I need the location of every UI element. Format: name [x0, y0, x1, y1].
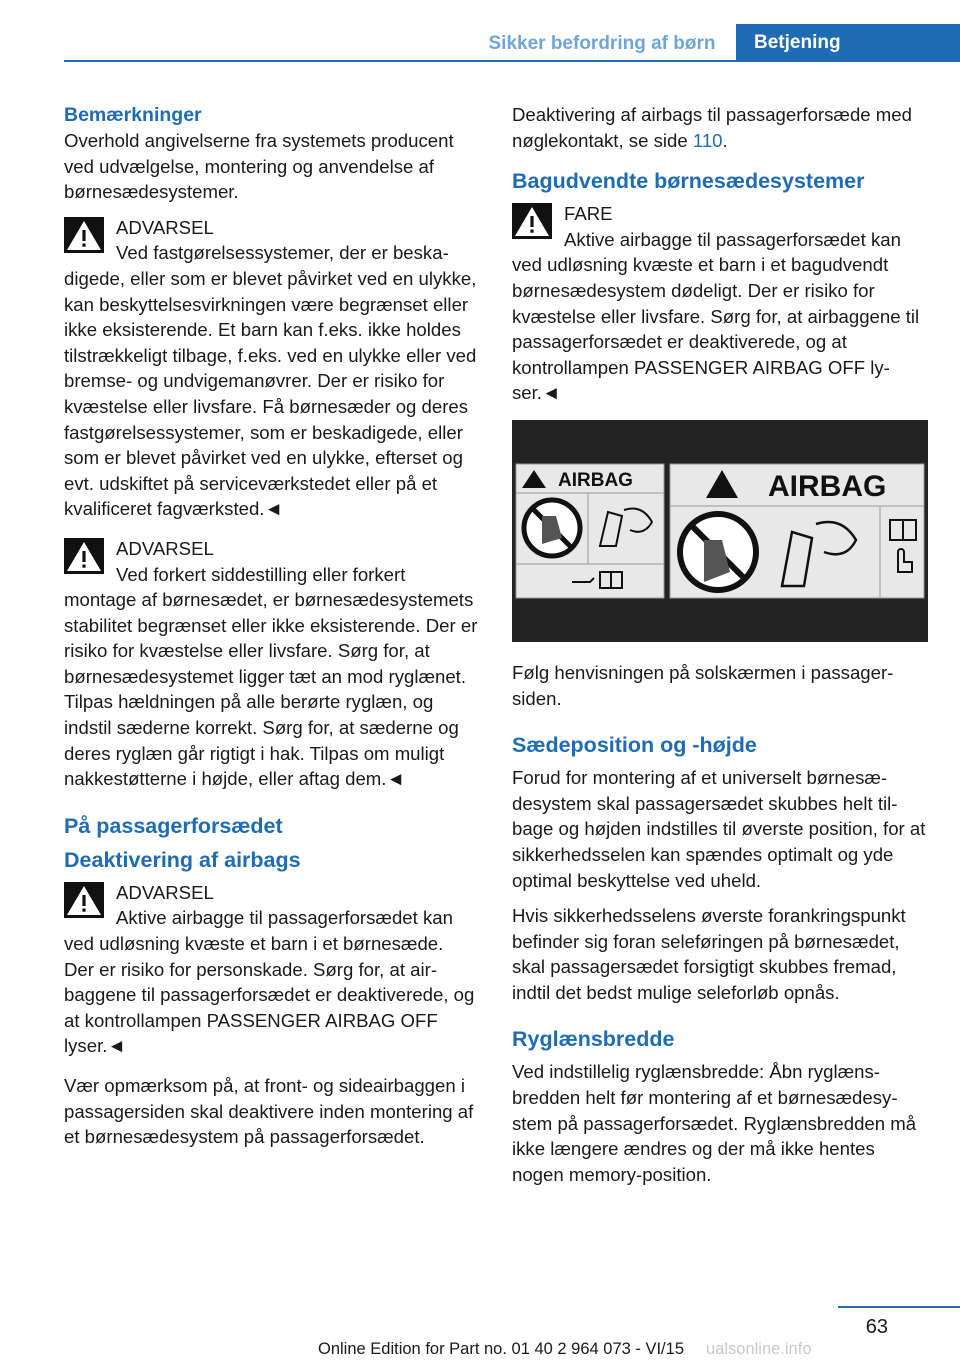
- intro-paragraph: [512, 102, 928, 153]
- warning-3-heading: ADVARSEL: [116, 881, 214, 903]
- warning-2-text: Ved forkert siddestilling eller forkert montage af børnesædet, er børnesædesystemets stabilitet begrænset eller ikke eksisterende. Der er risiko for kvæstelse eller livsfare. Sørg for, at børnesædesystemet ligger tæt an mod ryglænet. Tilpas hældningen på alle berørte ryglæn, og indstil sæderne korrekt. Sørg for, at sæderne og deres ryglæn går rigtigt i hak. Tilpas om muligt nakkestøtterne i højde, eller aftag dem.◄: [64, 563, 478, 790]
- header-tab-betjening[interactable]: Betjening: [736, 24, 960, 62]
- danger-text: Aktive airbagge til passagerforsædet kan ved udløsning kvæste et barn i et bagudvendt børnesædesystem dødeligt. Der er risiko for kvæstelse eller livsfare. Sørg for, at airbaggene til passagerforsædet er deaktiverede, og at kontrollampen PASSENGER AIRBAG OFF lyser.◄: [512, 228, 920, 404]
- heading-seat-position: Sædeposition og -højde: [512, 733, 757, 758]
- danger-heading: FARE: [564, 203, 613, 225]
- heading-rear-facing-seats: Bagudvendte børnesædesystemer: [512, 169, 865, 194]
- header-rule: [64, 60, 960, 62]
- right-column: [512, 102, 928, 1197]
- notes-paragraph: Overhold angivelserne fra systemets producent ved udvælgelse, montering og anvendelse af børnesædesystemer.: [64, 130, 454, 203]
- footer-rule: [838, 1306, 960, 1308]
- warning-2-heading: ADVARSEL: [116, 537, 214, 559]
- notes-heading: Bemærkninger: [64, 104, 202, 126]
- page-link-110[interactable]: 110: [692, 129, 723, 151]
- figure-small-airbag-text: AIRBAG: [558, 469, 633, 491]
- heading-backrest-width: Ryglænsbredde: [512, 1027, 675, 1052]
- note-paragraph: Vær opmærksom på, at front- og sideairbaggen i passagersiden skal deaktivere inden montering af et børnesædesystem på passagerforsædet.: [64, 1075, 474, 1148]
- intro-end: .: [722, 129, 728, 151]
- warning-block-1: [64, 215, 478, 522]
- danger-block: [512, 201, 928, 406]
- backrest-paragraph: Ved indstillelig ryglænsbredde: Åbn ryglænsbredden helt før montering af et børnesædesystem på passagerforsædet. Ryglænsbredden må ikke længere ændres og der må ikke hentes nogen memory-position.: [512, 1061, 917, 1185]
- airbag-warning-figure: [512, 420, 928, 642]
- subsection-heading-deactivate-airbags: Deaktivering af airbags: [64, 847, 301, 872]
- warning-triangle-icon: [64, 882, 104, 918]
- warning-triangle-icon: [64, 217, 104, 253]
- seat-paragraph-1: Forud for montering af et universelt børnesædesystem skal passagersædet skubbes helt tilbage og højden indstilles til øverste position, for at sikkerhedsselen kan spændes optimalt og yde optimal beskyttelse ved uheld.: [512, 767, 926, 891]
- figure-caption: Følg henvisningen på solskærmen i passagersiden.: [512, 661, 894, 709]
- warning-block-3: [64, 880, 478, 1059]
- intro-text: Deaktivering af airbags til passagerforsæde med nøglekontakt, se side: [512, 104, 912, 151]
- warning-triangle-icon: [64, 538, 104, 574]
- warning-triangle-icon: [512, 203, 552, 239]
- seat-paragraph-2: Hvis sikkerhedsselens øverste forankringspunkt befinder sig foran seleføringen på børnesædet, skal passagersædet forsigtigt skubbes fremad, indtil det bedst mulige seleforløb opnås.: [512, 905, 906, 1003]
- left-column: [64, 102, 478, 1160]
- warning-block-2: [64, 536, 478, 792]
- warning-1-text: Ved fastgørelsessystemer, der er beskadigede, eller som er blevet påvirket ved en ulykke, kan beskyttelsesvirkningen være begrænset eller ikke eksisterende. Et barn kan f.eks. ikke holdes tilstrækkeligt tilbage, f.eks. ved en ulykke eller ved bremse- og undvigemanøvrer. Der er risiko for kvæstelse eller livsfare. Få børnesæder og deres fastgørelsessystemer, som er beskadigede, eller som er blevet påvirket ved en ulykke, efterset og evt. udskiftet på serviceværkstedet eller på et kvalificeret fagværksted.◄: [64, 242, 477, 520]
- page-number: 63: [865, 1316, 888, 1338]
- warning-3-text: Aktive airbagge til passagerforsædet kan ved udløsning kvæste et barn i et børnesæde. Der er risiko for personskade. Sørg for, at airbaggene til passagerforsædet er deaktiverede, og at kontrollampen PASSENGER AIRBAG OFF lyser.◄: [64, 907, 475, 1057]
- header-section-title: Sikker befordring af børn: [488, 33, 716, 54]
- footer-edition: Online Edition for Part no. 01 40 2 964 073 - VI/15: [318, 1340, 684, 1358]
- warning-1-heading: ADVARSEL: [116, 216, 214, 238]
- figure-large-airbag-text: AIRBAG: [768, 469, 887, 503]
- section-heading-passenger-seat: På passagerforsædet: [64, 813, 283, 838]
- airbag-label-illustration: [512, 420, 928, 642]
- footer-watermark: ualsonline.info: [706, 1340, 812, 1358]
